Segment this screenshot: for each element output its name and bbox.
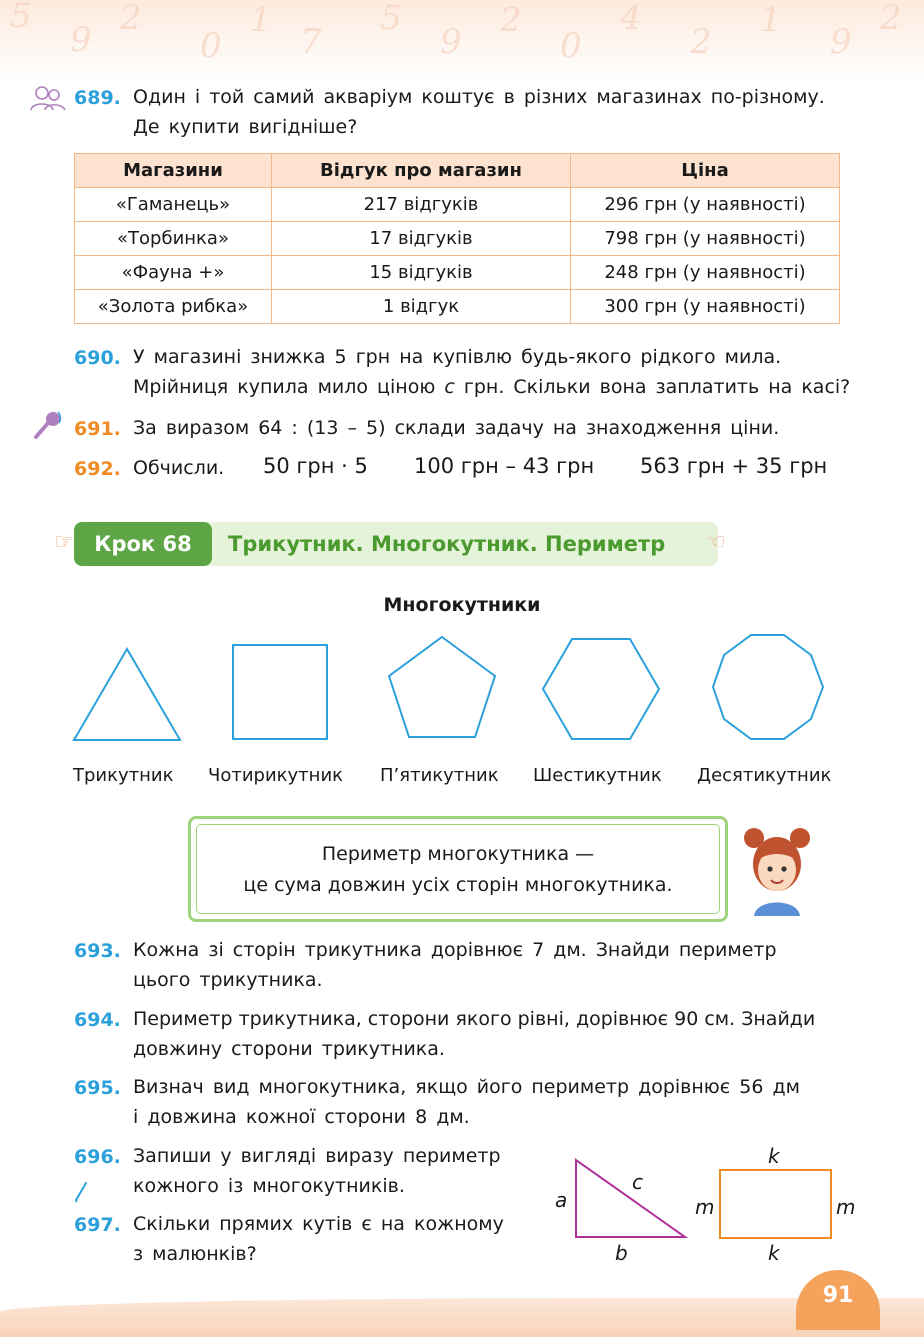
triangle-side-c: c (632, 1170, 643, 1194)
table-header-row (75, 154, 840, 188)
two-people-icon (28, 84, 68, 112)
task-692-expression-2: 100 грн – 43 грн (414, 454, 595, 478)
table-cell: 15 відгуків (272, 256, 571, 290)
page-number: 91 (796, 1270, 880, 1330)
task-697-line2: з малюнків? (133, 1243, 257, 1265)
task-689-line2: Де купити вигідніше? (133, 116, 358, 138)
polygon-label-quadrilateral: Чотирикутник (208, 765, 344, 786)
shop-table (74, 153, 840, 324)
rectangle-side-top: k (768, 1144, 780, 1168)
task-694-line1: Периметр трикутника, сторони якого рівні, дорівнює 90 см. Знайди (133, 1008, 816, 1030)
task-693-number: 693. (74, 940, 121, 962)
task-695-line1: Визнач вид многокутника, якщо його периметр дорівнює 56 дм (133, 1076, 800, 1098)
task-695-number: 695. (74, 1077, 121, 1099)
table-cell: «Торбинка» (75, 222, 272, 256)
table-cell: «Фауна +» (75, 256, 272, 290)
figures-triangle-rectangle (540, 1140, 870, 1270)
table-cell: 248 грн (у наявності) (571, 256, 840, 290)
pointing-hand-icon: ☜ (706, 530, 726, 555)
rectangle-side-bottom: k (768, 1241, 780, 1265)
task-691-number: 691. (74, 418, 121, 440)
quadrilateral-shape (233, 645, 327, 739)
polygon-label-triangle: Трикутник (73, 765, 174, 786)
table-header-reviews: Відгук про магазин (272, 154, 571, 188)
task-689-line1: Один і той самий акваріум коштує в різних магазинах по-різному. (133, 86, 825, 108)
right-triangle-figure (576, 1160, 685, 1237)
task-693-line2: цього трикутника. (133, 969, 323, 991)
pencil-icon (72, 1180, 90, 1204)
triangle-shape (74, 649, 180, 740)
polygon-shapes (0, 630, 924, 750)
decorative-number-band: 5 9 2 0 1 7 5 9 2 0 4 2 1 9 2 (0, 0, 924, 80)
table-cell: 300 грн (у наявності) (571, 290, 840, 324)
rectangle-side-right: m (836, 1195, 856, 1219)
task-696-number: 696. (74, 1146, 121, 1168)
task-690-line2-end: грн. Скільки вона заплатить на касі? (454, 376, 851, 398)
task-696-line1: Запиши у вигляді виразу периметр (133, 1145, 501, 1167)
bottom-decor-band (0, 1298, 924, 1337)
task-694-line2: довжину сторони трикутника. (133, 1038, 445, 1060)
step-badge: Крок 68 (74, 522, 212, 566)
step-title: Трикутник. Многокутник. Периметр (228, 532, 666, 556)
task-693-line1: Кожна зі сторін трикутника дорівнює 7 дм. Знайди периметр (133, 939, 777, 961)
hexagon-shape (543, 639, 659, 739)
table-row (75, 188, 840, 222)
task-691-text: За виразом 64 : (13 – 5) склади задачу на знаходження ціни. (133, 417, 780, 439)
definition-line1: Периметр многокутника — (321, 843, 595, 865)
microphone-icon (30, 408, 64, 442)
task-692-expression-1: 50 грн · 5 (263, 454, 368, 478)
task-689-number: 689. (74, 87, 121, 109)
triangle-side-b: b (615, 1241, 628, 1265)
task-690-variable: c (444, 376, 455, 398)
polygons-title: Многокутники (383, 594, 541, 616)
definition-box (188, 816, 728, 922)
task-696-line2: кожного із многокутників. (133, 1175, 405, 1197)
table-row (75, 256, 840, 290)
table-cell: «Золота рибка» (75, 290, 272, 324)
table-cell: 217 відгуків (272, 188, 571, 222)
task-690-line2-start: Мрійниця купила мило ціною (133, 376, 445, 398)
triangle-side-a: a (555, 1188, 568, 1212)
table-cell: 1 відгук (272, 290, 571, 324)
decagon-shape (713, 635, 823, 739)
polygon-label-decagon: Десятикутник (697, 765, 832, 786)
definition-line2: це сума довжин усіх сторін многокутника. (243, 874, 673, 896)
table-row (75, 222, 840, 256)
rectangle-figure (720, 1170, 831, 1238)
task-697-number: 697. (74, 1214, 121, 1236)
definition-inner (196, 824, 720, 914)
table-row (75, 290, 840, 324)
girl-character (740, 826, 814, 916)
task-690-line2 (133, 372, 850, 402)
table-cell: 17 відгуків (272, 222, 571, 256)
task-697-line1: Скільки прямих кутів є на кожному (133, 1213, 504, 1235)
task-694-number: 694. (74, 1009, 121, 1031)
rectangle-side-left: m (695, 1195, 715, 1219)
pentagon-shape (389, 637, 495, 737)
pointing-hand-icon: ☞ (54, 530, 74, 555)
task-695-line2: і довжина кожної сторони 8 дм. (133, 1106, 470, 1128)
table-header-price: Ціна (571, 154, 840, 188)
polygon-label-hexagon: Шестикутник (533, 765, 662, 786)
table-cell: 798 грн (у наявності) (571, 222, 840, 256)
task-692-label: Обчисли. (133, 457, 225, 479)
table-cell: «Гаманець» (75, 188, 272, 222)
table-header-shops: Магазини (75, 154, 272, 188)
task-692-expression-3: 563 грн + 35 грн (640, 454, 828, 478)
polygon-label-pentagon: П’ятикутник (380, 765, 499, 786)
task-692-number: 692. (74, 458, 121, 480)
task-690-number: 690. (74, 347, 121, 369)
table-cell: 296 грн (у наявності) (571, 188, 840, 222)
task-690-line1: У магазині знижка 5 грн на купівлю будь-якого рідкого мила. (133, 346, 782, 368)
